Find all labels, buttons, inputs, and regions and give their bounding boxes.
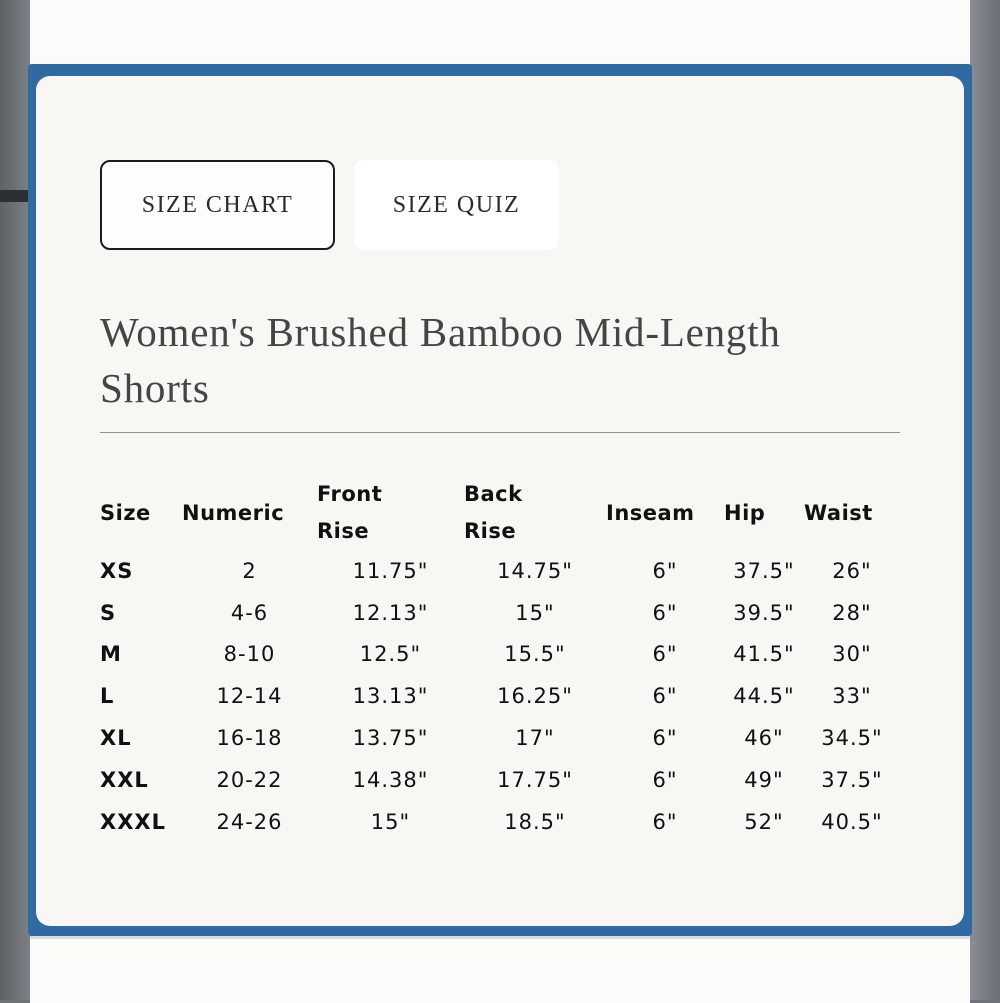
table-row (100, 717, 900, 759)
cell-numeric: 20-22 (216, 767, 283, 792)
header-inseam: Inseam (606, 500, 695, 525)
backdrop-right (968, 0, 1000, 1000)
cell-front-rise: 13.13" (352, 684, 429, 709)
cell-hip: 37.5" (733, 558, 795, 583)
header-hip: Hip (724, 500, 766, 525)
cell-inseam: 6" (652, 726, 678, 751)
cell-numeric: 2 (242, 558, 257, 583)
cell-waist: 37.5" (821, 767, 883, 792)
cell-size: XS (100, 558, 134, 583)
cell-front-rise: 11.75" (352, 558, 429, 583)
cell-inseam: 6" (652, 558, 678, 583)
cell-waist: 30" (832, 642, 872, 667)
cell-back-rise: 16.25" (497, 684, 573, 709)
cell-front-rise: 15" (370, 809, 411, 834)
header-front-rise-line1: Front (317, 482, 383, 506)
cell-front-rise: 14.38" (352, 767, 429, 792)
table-row (100, 592, 900, 634)
cell-hip: 46" (744, 726, 784, 751)
cell-front-rise: 12.13" (352, 600, 429, 625)
cell-waist: 33" (832, 684, 872, 709)
tab-size-chart[interactable]: SIZE CHART (100, 160, 335, 250)
previous-card (30, 0, 970, 66)
cell-back-rise: 17" (515, 726, 555, 751)
backdrop-left (0, 0, 30, 1000)
cell-size: XXXL (100, 809, 166, 834)
cell-size: L (100, 684, 115, 709)
header-waist: Waist (804, 500, 873, 525)
cell-hip: 41.5" (733, 642, 795, 667)
tab-size-quiz[interactable]: SIZE QUIZ (354, 160, 559, 250)
header-back-rise-line1: Back (464, 482, 523, 506)
table-row (100, 675, 900, 717)
cell-waist: 34.5" (821, 726, 883, 751)
header-size: Size (100, 500, 151, 525)
cell-size: S (100, 600, 117, 625)
size-table (100, 476, 900, 843)
cell-hip: 49" (744, 767, 784, 792)
cell-hip: 52" (744, 809, 784, 834)
cell-size: XXL (100, 767, 149, 792)
cell-inseam: 6" (652, 642, 678, 667)
cell-inseam: 6" (652, 767, 678, 792)
table-row (100, 759, 900, 801)
product-title: Women's Brushed Bamboo Mid-Length Shorts (100, 309, 781, 411)
header-numeric: Numeric (182, 500, 285, 525)
cell-back-rise: 17.75" (497, 767, 573, 792)
cell-inseam: 6" (652, 600, 678, 625)
title-divider (100, 432, 900, 433)
cell-numeric: 24-26 (216, 809, 283, 834)
cell-numeric: 8-10 (223, 642, 276, 667)
cell-hip: 44.5" (733, 684, 795, 709)
cell-back-rise: 15.5" (504, 642, 566, 667)
cell-numeric: 12-14 (216, 684, 283, 709)
table-header-row (100, 476, 900, 550)
cell-back-rise: 14.75" (497, 558, 573, 583)
header-front-rise (317, 476, 464, 550)
cell-waist: 40.5" (821, 809, 883, 834)
cell-size: XL (100, 726, 132, 751)
cell-back-rise: 18.5" (504, 809, 566, 834)
next-card (30, 936, 970, 1003)
header-back-rise-line2: Rise (464, 519, 517, 543)
cell-inseam: 6" (652, 809, 678, 834)
header-front-rise-line2: Rise (317, 519, 370, 543)
header-back-rise (464, 476, 606, 550)
table-row (100, 550, 900, 592)
cell-waist: 28" (832, 600, 872, 625)
cell-inseam: 6" (652, 684, 678, 709)
table-row (100, 634, 900, 676)
cell-size: M (100, 642, 122, 667)
cell-numeric: 4-6 (230, 600, 269, 625)
cell-waist: 26" (832, 558, 872, 583)
cell-numeric: 16-18 (216, 726, 283, 751)
cell-front-rise: 13.75" (352, 726, 429, 751)
cell-back-rise: 15" (515, 600, 555, 625)
table-row (100, 801, 900, 843)
cell-front-rise: 12.5" (359, 642, 422, 667)
cell-hip: 39.5" (733, 600, 795, 625)
